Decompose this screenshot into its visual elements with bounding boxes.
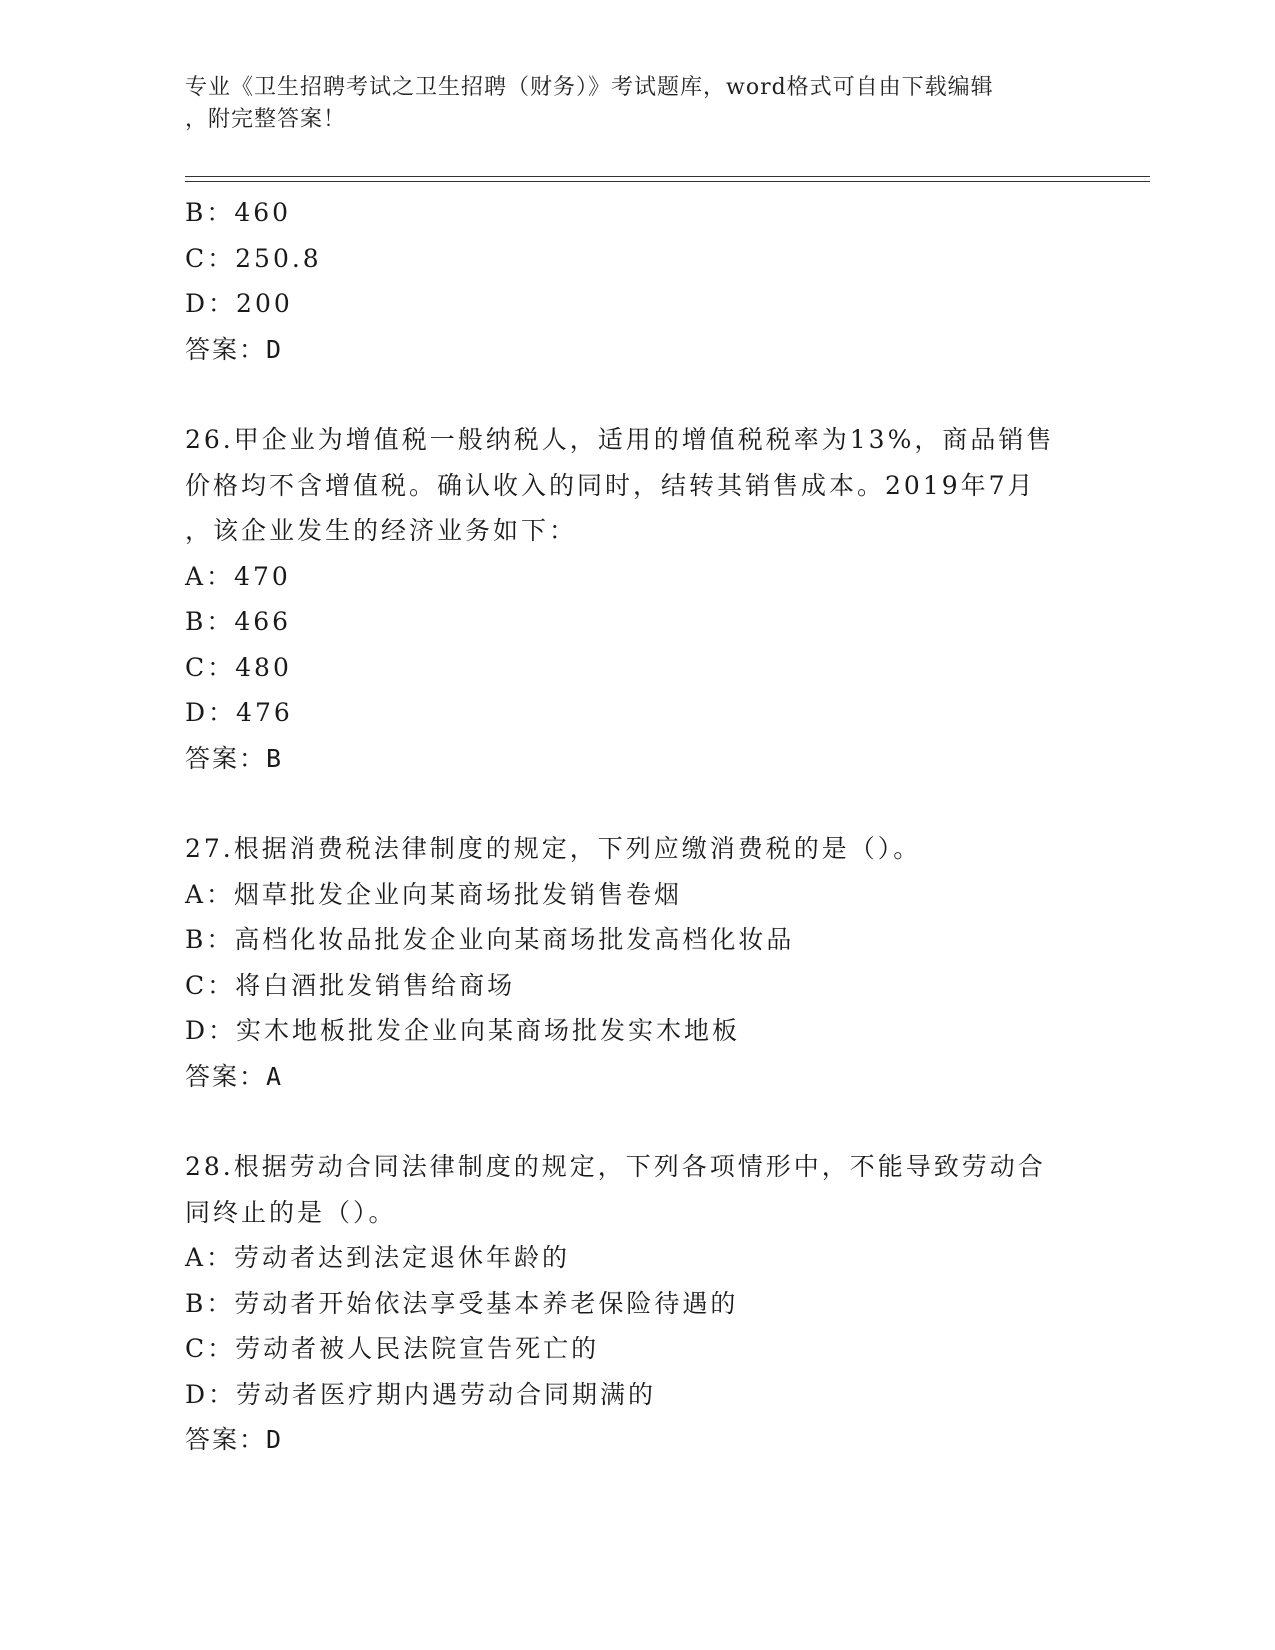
option-b: B：466 [185,607,292,636]
header-line-2: ，附完整答案！ [185,107,347,132]
question-28 [185,1144,1085,1463]
question-list [185,190,1085,1463]
answer-label: 答案： [185,1061,267,1091]
answer-line [185,1054,1085,1100]
option-d: D：200 [185,289,293,318]
option-c: C：劳动者被人民法院宣告死亡的 [185,1334,600,1363]
answer-label: 答案： [185,743,267,773]
option-d: D：实木地板批发企业向某商场批发实木地板 [185,1016,741,1045]
header-line-1: 专业《卫生招聘考试之卫生招聘（财务）》考试题库，word格式可自由下载编辑 [185,75,994,100]
option-d: D：劳动者医疗期内遇劳动合同期满的 [185,1379,657,1409]
answer-value: D [266,1425,284,1454]
question-27 [185,826,1085,1099]
option-d: D：476 [185,698,293,727]
answer-line [185,327,1085,373]
question-stem-line: 27.根据消费税法律制度的规定，下列应缴消费税的是（）。 [185,834,922,863]
option-b: B：劳动者开始依法享受基本养老保险待遇的 [185,1288,739,1318]
option-c: C：480 [185,652,292,682]
question-stem-line: 同终止的是（）。 [185,1197,397,1227]
question-stem-line: 价格均不含增值税。确认收入的同时，结转其销售成本。2019年7月 [185,470,1036,500]
question-stem-line: ，该企业发生的经济业务如下： [185,516,578,545]
answer-value: A [266,1061,284,1091]
answer-label: 答案： [185,1425,267,1454]
option-a: A：烟草批发企业向某商场批发销售卷烟 [185,879,683,909]
question-stem-line: 28.根据劳动合同法律制度的规定，下列各项情形中，不能导致劳动合 [185,1152,1046,1181]
header-rule-bottom [185,181,1150,182]
header-rule-top [185,176,1150,177]
answer-value: D [266,334,284,364]
question-26 [185,417,1085,781]
question-stem-line: 26.甲企业为增值税一般纳税人，适用的增值税税率为13%，商品销售 [185,425,1055,454]
document-header [185,72,1065,136]
option-c: C：将白酒批发销售给商场 [185,970,516,1000]
question-25 [185,190,1085,372]
option-a: A：劳动者达到法定退休年龄的 [185,1243,571,1272]
option-c: C：250.8 [185,243,322,273]
answer-line [185,1417,1085,1463]
option-b: B：460 [185,198,292,227]
answer-label: 答案： [185,334,267,364]
answer-line [185,736,1085,782]
option-b: B：高档化妆品批发企业向某商场批发高档化妆品 [185,925,795,954]
answer-value: B [266,743,284,773]
option-a: A：470 [185,561,291,591]
